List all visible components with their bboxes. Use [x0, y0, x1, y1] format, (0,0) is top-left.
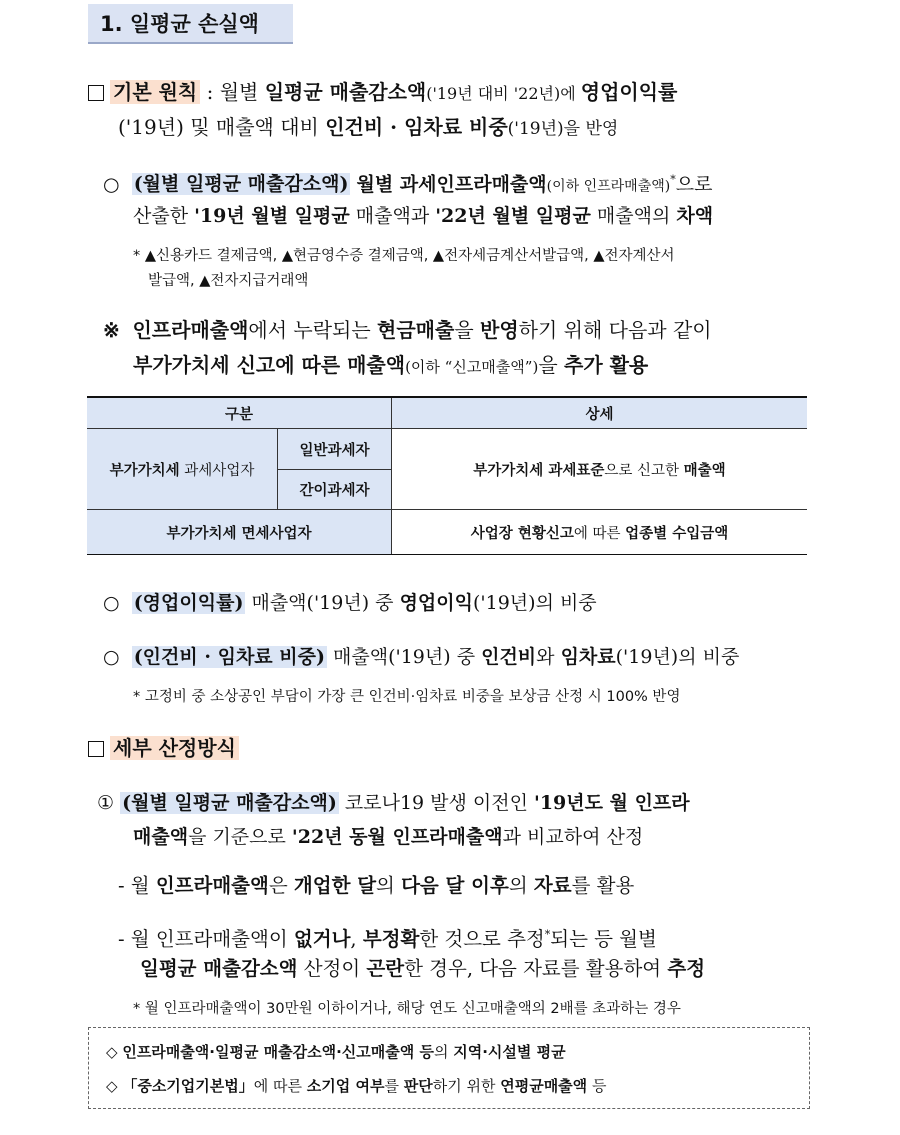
text: 하기 위한	[432, 1077, 501, 1095]
text-bold: 매출액	[133, 826, 189, 848]
text-bold: 현금매출	[377, 318, 455, 342]
text-bold: 인프라매출액	[132, 318, 249, 342]
text-bold: 지역·시설별 평균	[453, 1043, 566, 1061]
text: 산출한	[133, 205, 195, 227]
text: ('19년)의 비중	[472, 592, 597, 614]
box-line-2	[106, 1075, 606, 1096]
detail-dash-2b	[140, 956, 705, 982]
text-bold: 추가 활용	[564, 353, 649, 377]
text-bold: 일평균 매출감소액	[140, 957, 298, 980]
item3-footnote: * 고정비 중 소상공인 부담이 가장 큰 인건비·임차료 비중을 보상금 산정 시 100% 반영	[133, 689, 681, 705]
text: 으로	[675, 173, 713, 196]
text: 에서 누락되는	[248, 318, 378, 342]
table-row1-detail: 부가가치세 과세표준으로 신고한 매출액	[392, 429, 808, 510]
text: 와	[536, 646, 561, 668]
text-bold: 월별 과세인프라매출액	[356, 173, 547, 196]
text-bold: 인프라매출액	[155, 874, 269, 897]
text-bold: 부정확	[362, 927, 420, 951]
text: (이하 인프라매출액)	[546, 178, 671, 195]
circle-bullet-icon: ○	[103, 173, 120, 196]
text-bold: 소기업 여부	[306, 1077, 385, 1095]
table-row1-sub1: 일반과세자	[278, 429, 392, 470]
text-bold: 추정	[667, 957, 706, 980]
text-bold: 영업이익률	[580, 80, 678, 104]
text: 등	[587, 1077, 607, 1095]
detail-footnote: * 월 인프라매출액이 30만원 이하이거나, 해당 연도 신고매출액의 2배를 초과하는 경우	[133, 1001, 681, 1017]
detail-dash-1	[118, 873, 634, 899]
text: 한 것으로 추정	[419, 927, 545, 951]
principle-heading: 기본 원칙	[110, 80, 200, 104]
text-bold: 곤란	[366, 957, 405, 980]
text: 을	[454, 318, 481, 342]
remark-line-2	[133, 352, 648, 380]
principle-line-2	[118, 114, 618, 142]
text: 한 경우, 다음 자료를 활용하여	[404, 957, 668, 980]
text: 매출액('19년) 중	[326, 646, 482, 668]
text: 되는 등 월별	[550, 927, 657, 951]
circle-bullet-icon: ○	[103, 592, 120, 614]
circled-number-icon: ①	[97, 792, 115, 814]
section-title: 1. 일평균 손실액	[88, 4, 293, 44]
text: 을 기준으로	[188, 826, 292, 848]
text: 코로나19 발생 이전인	[338, 792, 535, 814]
table-row1-label: 부가가치세 과세사업자	[87, 429, 278, 510]
text-bold: 개업한 달	[293, 874, 377, 897]
text-bold: 인건비	[481, 646, 537, 668]
text: 매출액('19년) 중	[245, 592, 400, 614]
text: 은	[268, 874, 294, 897]
text-bold: 부가가치세 신고에 따른	[133, 353, 348, 377]
detail-heading-text: 세부 산정방식	[110, 736, 239, 760]
reference-box	[88, 1027, 810, 1109]
footnote-mark: *	[544, 928, 551, 941]
text-bold: 다음 달 이후	[401, 874, 509, 897]
taxpayer-table	[87, 396, 807, 555]
item2-line	[103, 590, 597, 616]
text: 매출액과	[349, 205, 436, 227]
detail-line-2	[133, 824, 643, 850]
text: ,	[350, 927, 363, 951]
table-head-category: 구분	[87, 397, 392, 429]
text: - 월 인프라매출액이	[118, 927, 294, 951]
text-bold: 인건비 · 임차료 비중	[325, 115, 508, 139]
text: (이하 “신고매출액”)	[405, 358, 539, 376]
item1-line-2	[133, 203, 713, 229]
text: 과 비교하여 산정	[502, 826, 644, 848]
table-row2-detail: 사업장 현황신고에 따른 업종별 수입금액	[392, 510, 808, 555]
text: 을	[538, 353, 564, 377]
text: ('19년) 및 매출액 대비	[118, 115, 326, 139]
text-bold: 인프라매출액·일평균 매출감소액·신고매출액 등	[122, 1043, 434, 1061]
text: 를	[384, 1077, 404, 1095]
text: - 월	[118, 874, 156, 897]
text: 하기 위해 다음과 같이	[518, 318, 712, 342]
circle-bullet-icon: ○	[103, 646, 120, 668]
text: 산정이	[297, 957, 367, 980]
text: 의	[433, 1043, 454, 1061]
text-bold: '22년 월별 일평균	[435, 205, 591, 227]
text: 의	[376, 874, 402, 897]
text: 매출액의	[590, 205, 677, 227]
detail-heading	[88, 735, 239, 761]
item3-term: (인건비 · 임차료 비중)	[133, 646, 325, 668]
reference-mark-icon: ※	[103, 318, 120, 342]
text-bold: '19년도 월 인프라	[534, 792, 690, 814]
text: ('19년 대비 '22년)에	[426, 84, 581, 103]
diamond-bullet-icon: ◇	[106, 1077, 118, 1095]
text: : 월별	[200, 80, 265, 104]
text-bold: 매출액	[347, 353, 406, 377]
text-bold: 일평균 매출감소액	[264, 80, 427, 104]
item1-term: (월별 일평균 매출감소액)	[133, 173, 349, 196]
item1-footnote-2: 발급액, ▲전자지급거래액	[148, 273, 309, 289]
checkbox-icon	[88, 85, 104, 101]
footnote-mark: *	[670, 173, 676, 186]
text-bold: '22년 동월 인프라매출액	[291, 826, 503, 848]
table-row2-label: 부가가치세 면세사업자	[87, 510, 392, 555]
text-bold: 연평균매출액	[500, 1077, 588, 1095]
detail-dash-2	[118, 922, 657, 953]
text: ('19년)을 반영	[507, 119, 619, 139]
text-bold: 없거나	[293, 927, 351, 951]
remark-line-1	[103, 317, 712, 343]
text-bold: 「중소기업기본법」	[122, 1077, 254, 1095]
text-bold: 영업이익	[399, 592, 473, 614]
principle-line-1	[88, 79, 677, 107]
text-bold: 자료	[533, 874, 572, 897]
text-bold: '19년 월별 일평균	[194, 205, 350, 227]
text-bold: 차액	[676, 205, 714, 227]
table-head-detail: 상세	[392, 397, 808, 429]
table-row1-sub2: 간이과세자	[278, 470, 392, 510]
text: 의	[508, 874, 534, 897]
detail-line-1	[97, 790, 690, 816]
text-bold: 반영	[480, 318, 519, 342]
box-line-1	[106, 1041, 566, 1062]
item3-line	[103, 644, 739, 670]
item1-line-1	[103, 167, 712, 199]
text-bold: 판단	[403, 1077, 433, 1095]
text: 에 따른	[253, 1077, 307, 1095]
detail-term: (월별 일평균 매출감소액)	[122, 792, 337, 814]
checkbox-icon	[88, 741, 104, 757]
item1-footnote-1: * ▲신용카드 결제금액, ▲현금영수증 결제금액, ▲전자세금계산서발급액, ▲전자계산서	[133, 248, 675, 264]
item2-term: (영업이익률)	[133, 592, 244, 614]
text: ('19년)의 비중	[615, 646, 740, 668]
diamond-bullet-icon: ◇	[106, 1043, 118, 1061]
text: 를 활용	[571, 874, 635, 897]
text-bold: 임차료	[560, 646, 616, 668]
